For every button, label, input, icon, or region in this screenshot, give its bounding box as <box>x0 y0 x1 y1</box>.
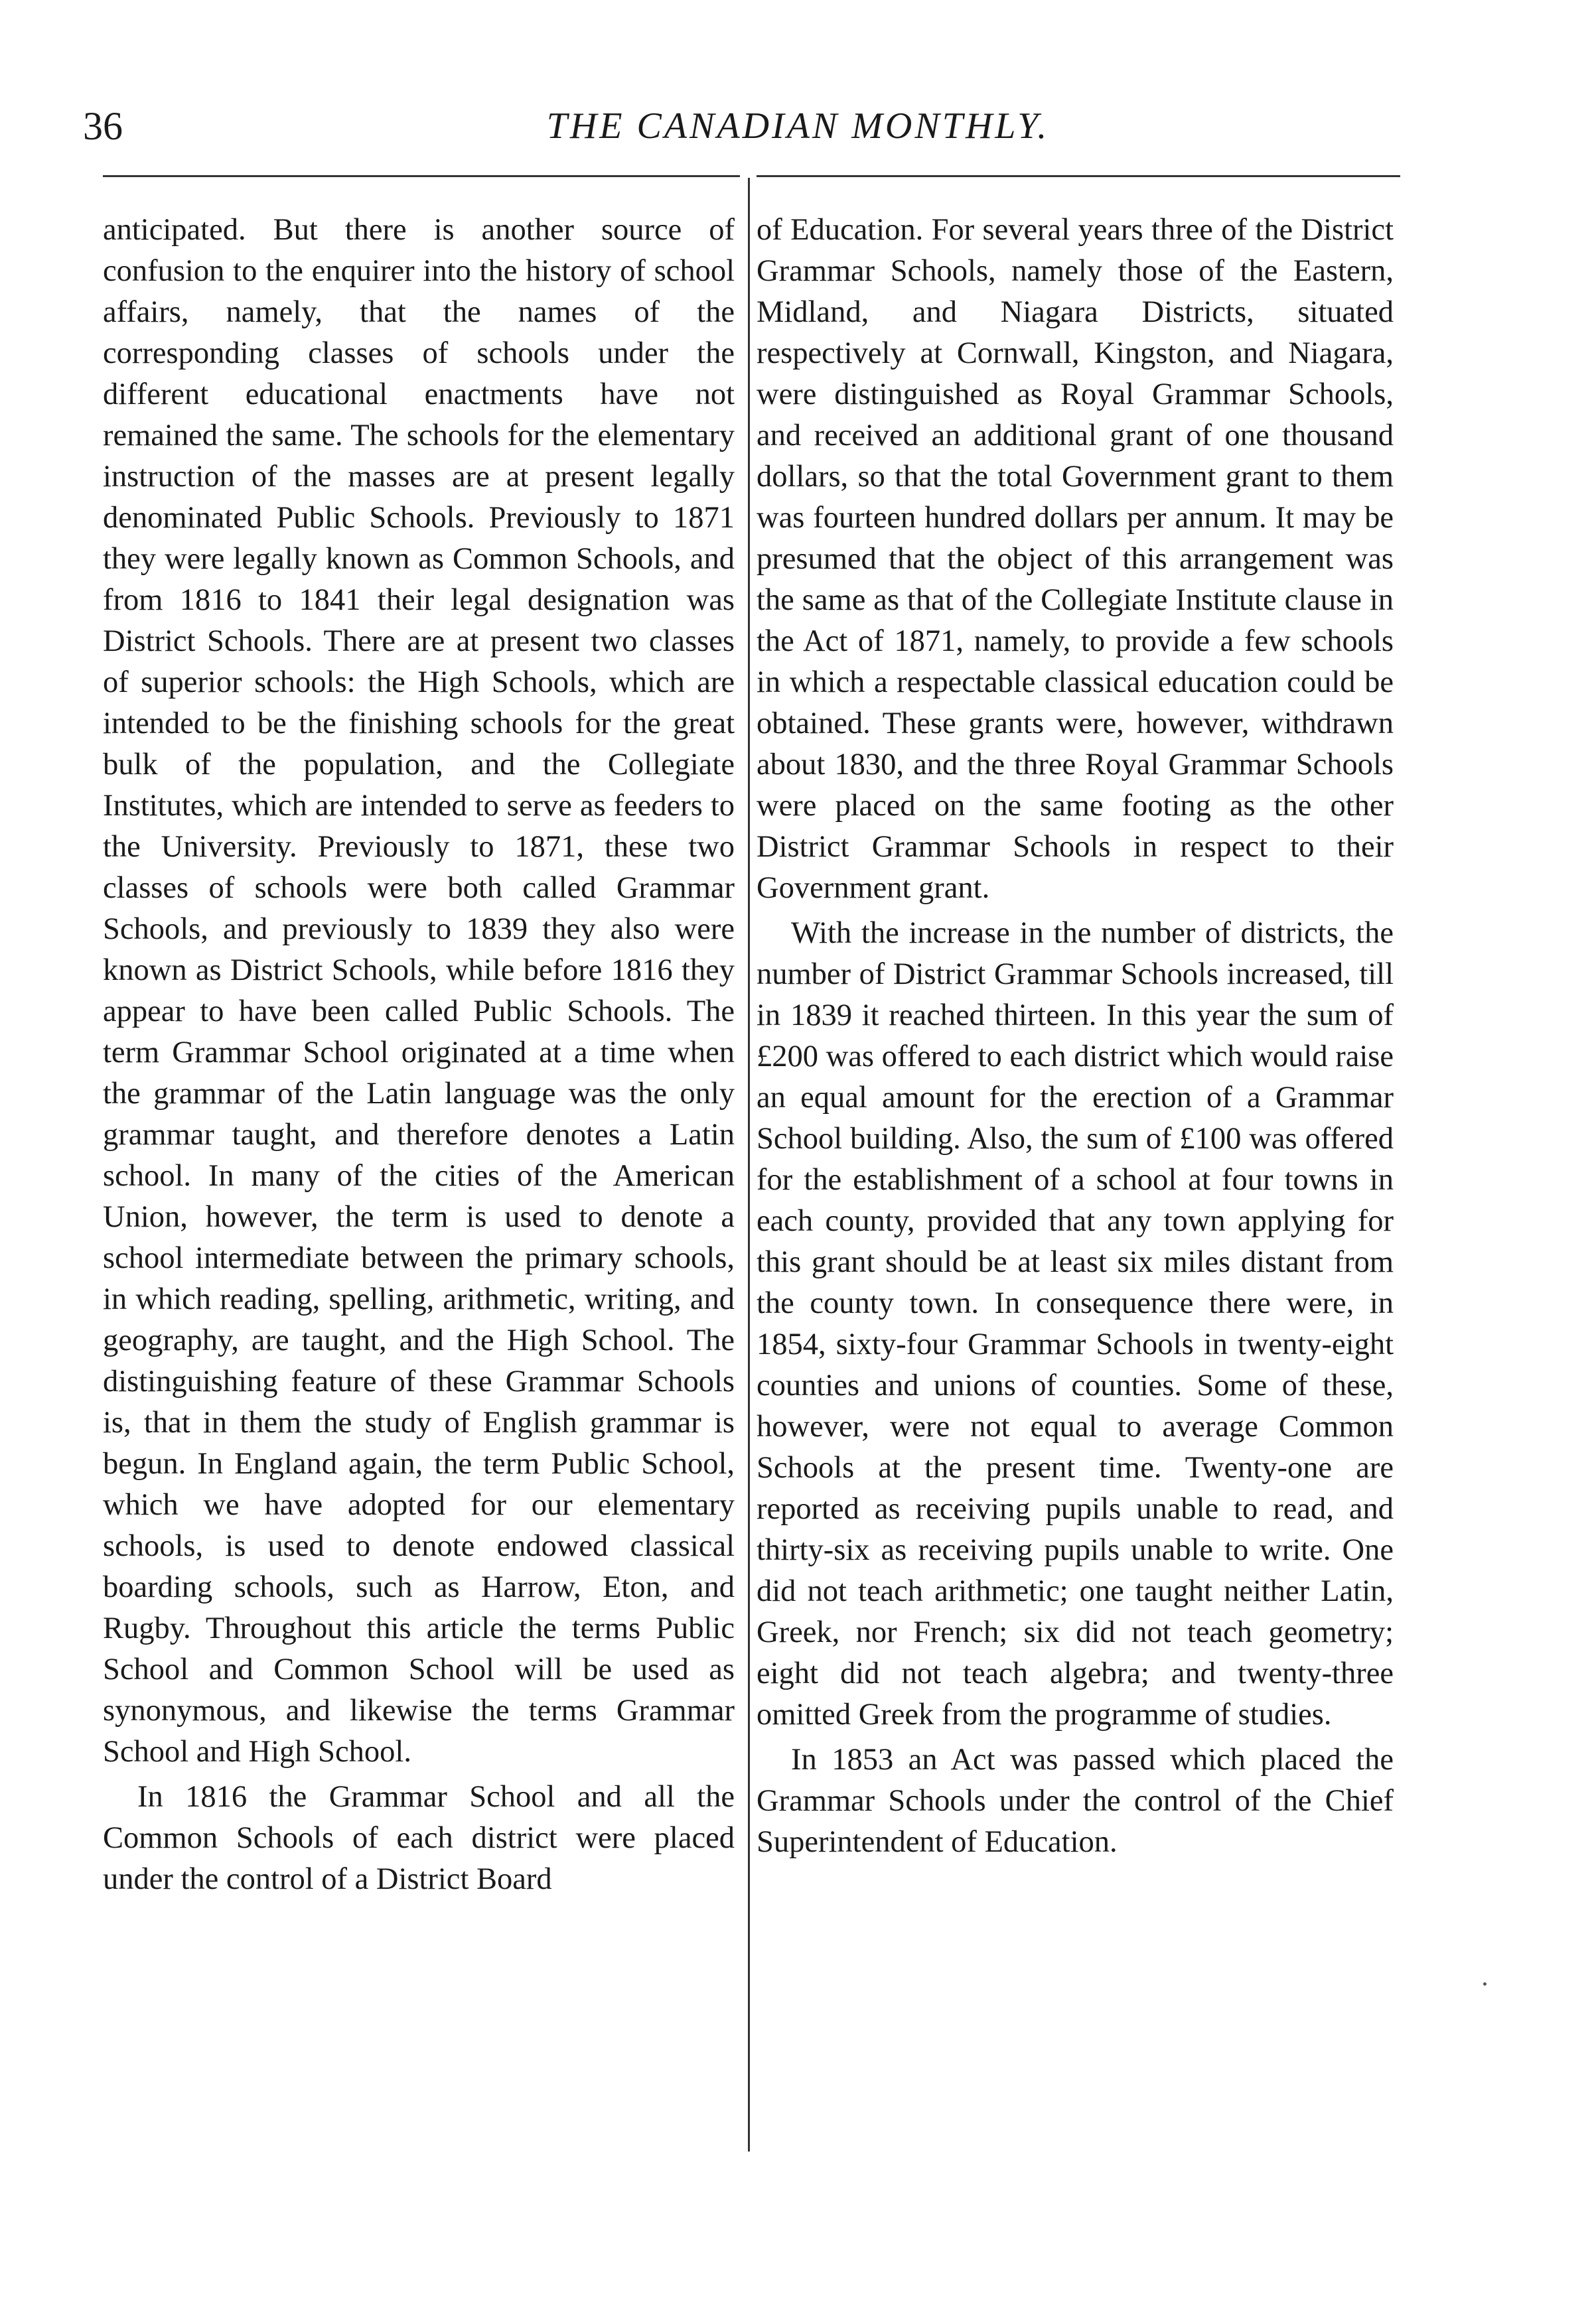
left-column <box>103 210 735 1900</box>
header-rule-right <box>757 175 1400 177</box>
column-divider <box>748 178 750 2152</box>
right-paragraph-3: In 1853 an Act was passed which placed the Grammar Schools under the control of the Chief Superintendent of Education. <box>757 1743 1394 1859</box>
right-paragraph-2: With the increase in the number of districts, the number of District Grammar Schools increased, till in 1839 it reached thirteen. In this year the sum of £200 was offered to each district which would raise an equal amount for the erection of a Grammar School building. Also, the sum of £100 was offered for the establishment of a school at four towns in each county, provided that any town applying for this grant should be at least six miles distant from the county town. In consequence there were, in 1854, sixty-four Grammar Schools in twenty-eight counties and unions of counties. Some of these, however, were not equal to average Common Schools at the present time. Twenty-one are reported as receiving pupils unable to read, and thirty-six as receiving pupils unable to write. One did not teach arithmetic; one taught neither Latin, Greek, nor French; six did not teach geometry; eight did not teach algebra; and twenty-three omitted Greek from the programme of studies. <box>757 916 1394 1732</box>
margin-speck <box>1483 1982 1487 1986</box>
running-title: THE CANADIAN MONTHLY. <box>546 105 1050 147</box>
left-paragraph-1: anticipated. But there is another source of confusion to the enquirer into the history of school affairs, namely, that the names of the corresponding classes of schools under the different educational enactments have not remained the same. The schools for the elementary instruction of the masses are at present legally denominated Public Schools. Previously to 1871 they were legally known as Common Schools, and from 1816 to 1841 their legal designation was District Schools. There are at present two classes of superior schools: the High Schools, which are intended to be the finishing schools for the great bulk of the population, and the Collegiate Institutes, which are intended to serve as feeders to the University. Previously to 1871, these two classes of schools were both called Grammar Schools, and previously to 1839 they also were known as District Schools, while before 1816 they appear to have been called Public Schools. The term Grammar School originated at a time when the grammar of the Latin language was the only grammar taught, and therefore denotes a Latin school. In many of the cities of the American Union, however, the term is used to denote a school intermediate between the primary schools, in which reading, spelling, arithmetic, writing, and geography, are taught, and the High School. The distinguishing feature of these Grammar Schools is, that in them the study of English grammar is begun. In England again, the term Public School, which we have adopted for our elementary schools, is used to denote endowed classical boarding schools, such as Harrow, Eton, and Rugby. Throughout this article the terms Public School and Common School will be used as synonymous, and likewise the terms Grammar School and High School. <box>103 213 735 1769</box>
right-paragraph-1: of Education. For several years three of the District Grammar Schools, namely those of the Eastern, Midland, and Niagara Districts, situated respectively at Cornwall, Kingston, and Niagara, were distinguished as Royal Grammar Schools, and received an additional grant of one thousand dollars, so that the total Government grant to them was fourteen hundred dollars per annum. It may be presumed that the object of this arrangement was the same as that of the Collegiate Institute clause in the Act of 1871, namely, to provide a few schools in which a respectable classical education could be obtained. These grants were, however, withdrawn about 1830, and the three Royal Grammar Schools were placed on the same footing as the other District Grammar Schools in respect to their Government grant. <box>757 213 1394 905</box>
left-paragraph-2: In 1816 the Grammar School and all the Common Schools of each district were placed under the control of a District Board <box>103 1780 735 1896</box>
right-column <box>757 210 1394 1863</box>
header-rule-left <box>103 175 740 177</box>
page-number: 36 <box>83 104 123 148</box>
